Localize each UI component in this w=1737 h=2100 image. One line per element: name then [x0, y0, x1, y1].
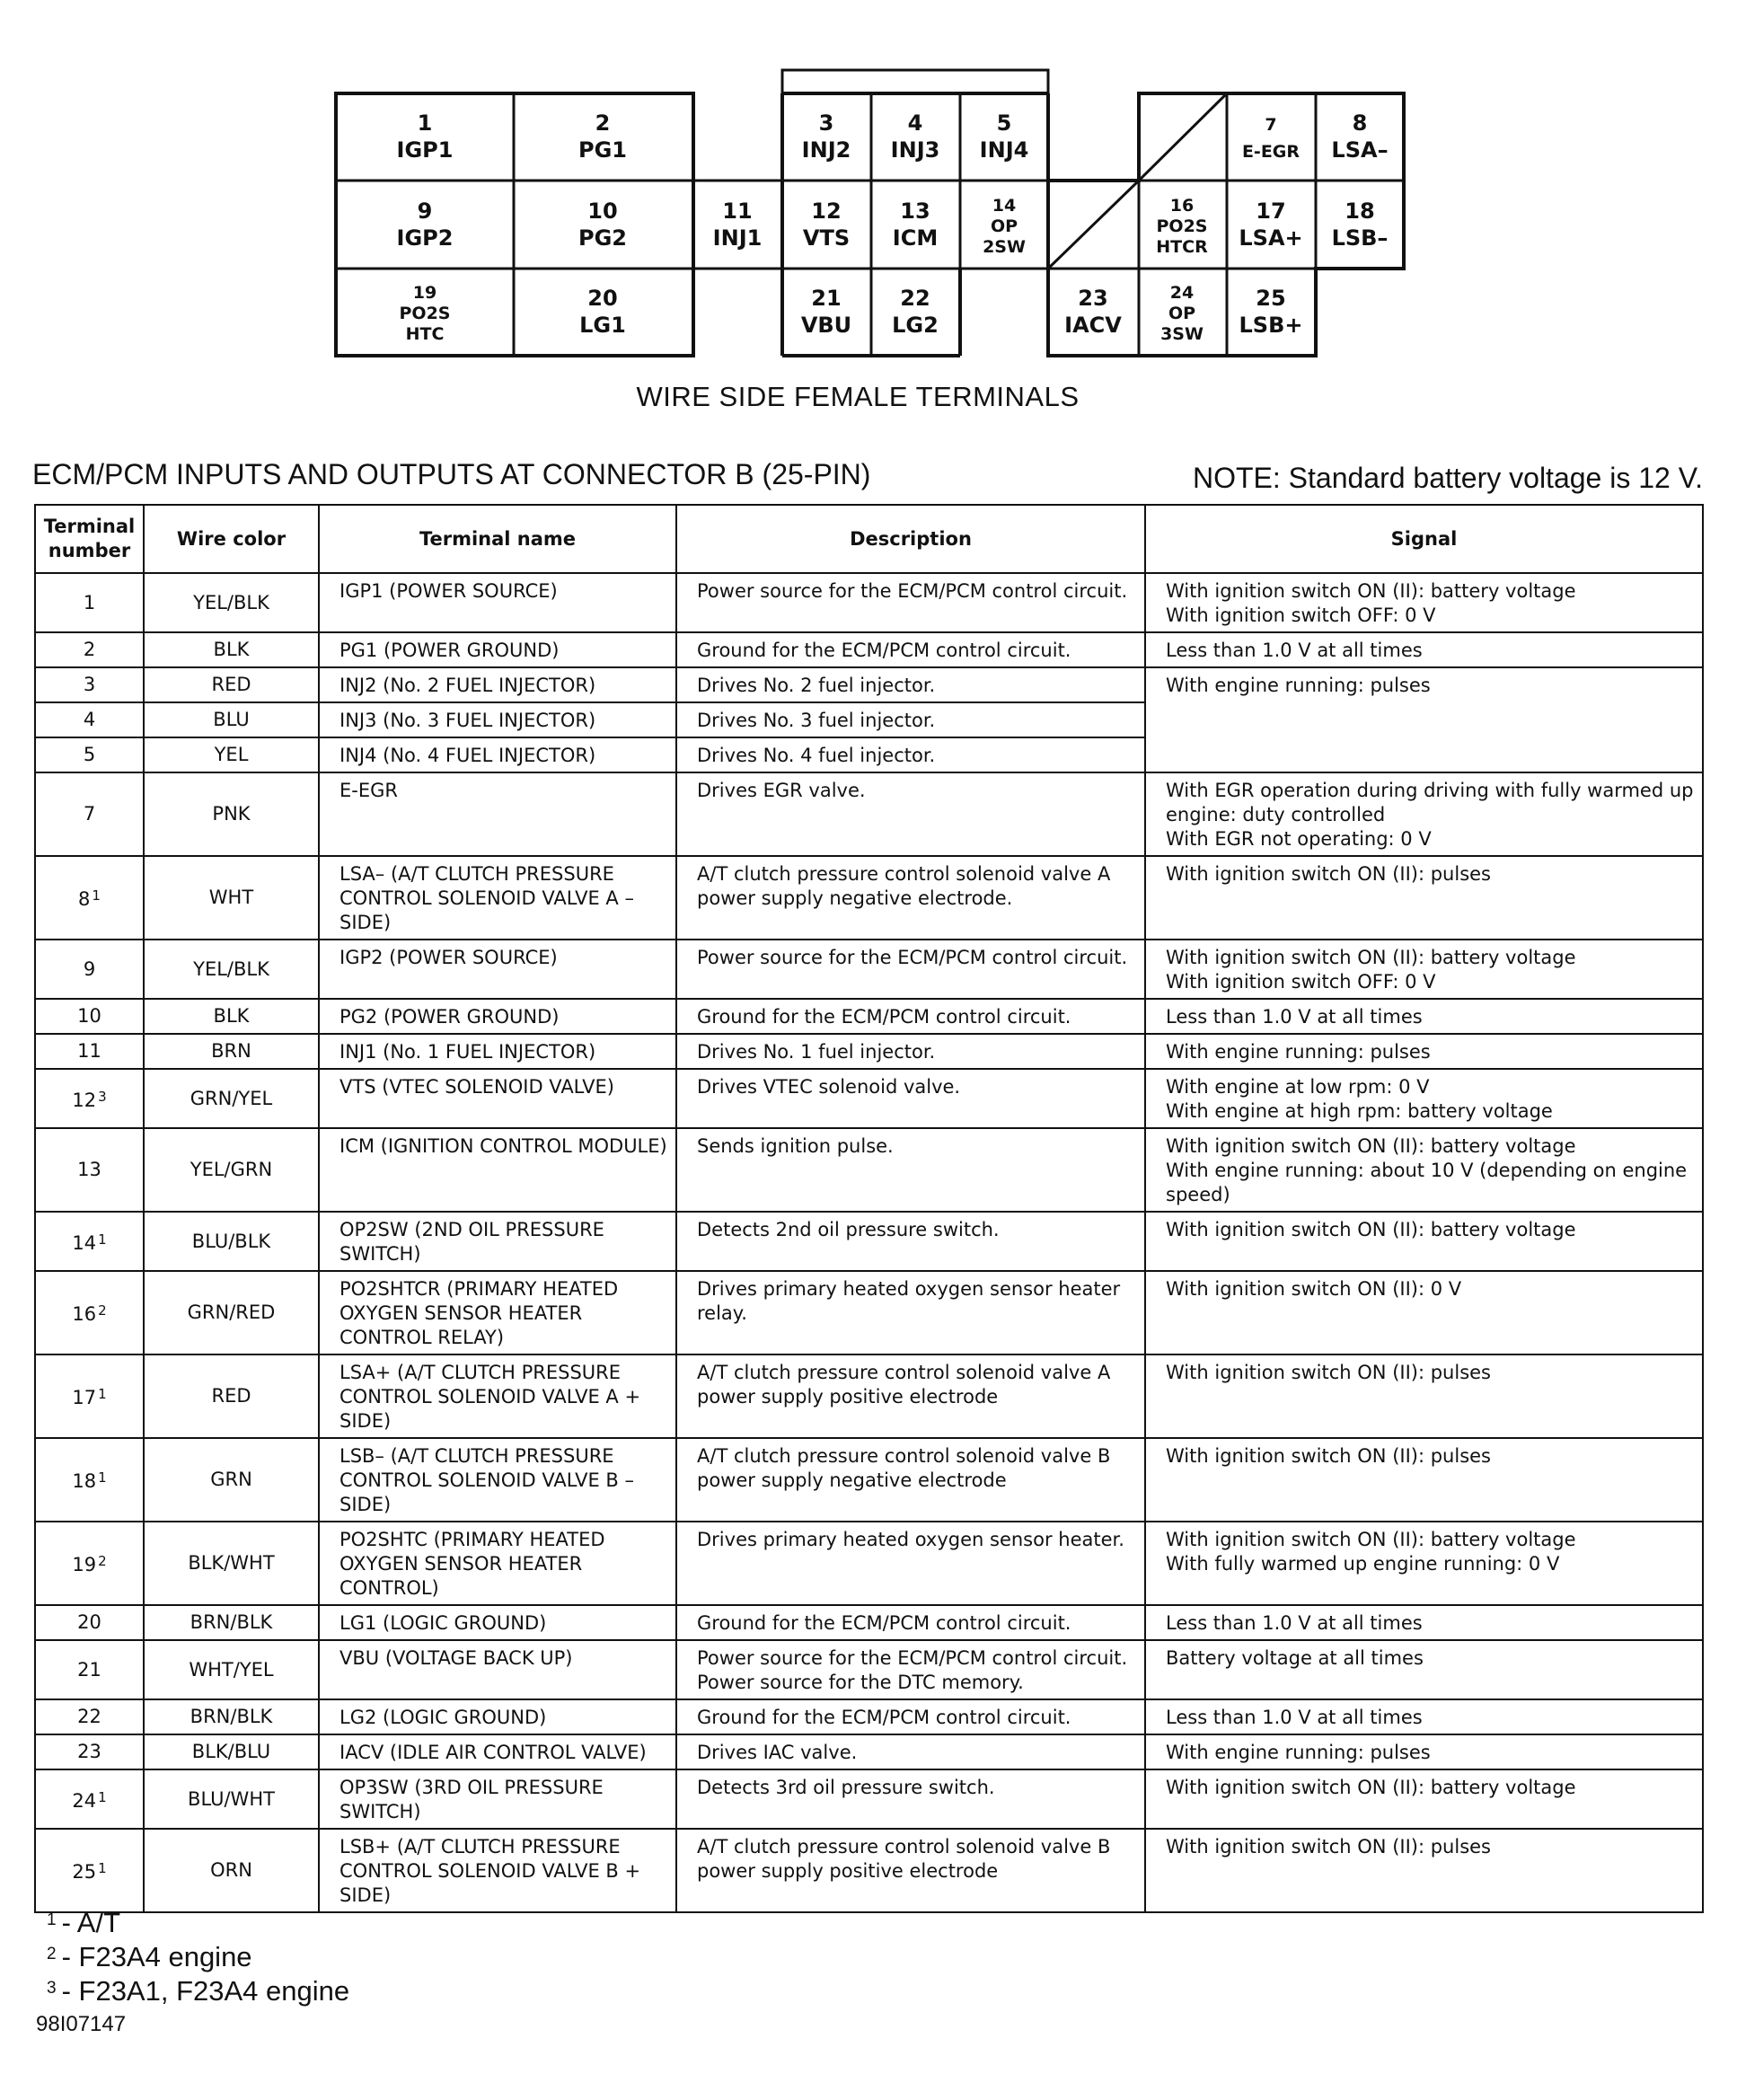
header-terminal-name: Terminal name: [319, 505, 676, 573]
terminal-name: INJ1 (No. 1 FUEL INJECTOR): [319, 1034, 676, 1069]
terminal-number: 14 $^1$: [35, 1212, 144, 1271]
table-row: [35, 940, 1703, 999]
pin-22: [892, 286, 939, 338]
signal: With ignition switch ON (II): battery voltage With ignition switch OFF: 0 V: [1145, 573, 1703, 632]
table-row: [35, 573, 1703, 632]
wire-color: BRN/BLK: [144, 1699, 319, 1734]
pin-label: LG1: [579, 313, 626, 338]
table-row: [35, 1212, 1703, 1271]
pin-number: 8: [1352, 110, 1368, 136]
terminal-number: 24 $^1$: [35, 1769, 144, 1829]
pin-11: [713, 199, 763, 251]
pin-label: HTC: [405, 324, 445, 344]
footnote-ref: 1: [98, 1386, 107, 1402]
terminal-name: PO2SHTCR (PRIMARY HEATED OXYGEN SENSOR HEATER CONTROL RELAY): [319, 1271, 676, 1354]
pin-number: 2: [595, 110, 611, 136]
table-row: [35, 1640, 1703, 1699]
footnote: [47, 1972, 349, 2007]
wire-color: BLU/WHT: [144, 1769, 319, 1829]
signal: With ignition switch ON (II): pulses: [1145, 1354, 1703, 1438]
pin-number: 25: [1256, 286, 1286, 311]
footnote: [47, 1938, 349, 1972]
description: A/T clutch pressure control solenoid valve A power supply positive electrode: [676, 1354, 1145, 1438]
wire-color: BLK/WHT: [144, 1522, 319, 1605]
terminal-number: 8 $^1$: [35, 856, 144, 940]
footnote-ref: 2: [98, 1553, 107, 1569]
signal: With ignition switch ON (II): pulses: [1145, 856, 1703, 940]
pin-9: [397, 199, 454, 251]
terminal-number: 17 $^1$: [35, 1354, 144, 1438]
pin-number: 11: [722, 199, 753, 224]
pin-label: PG1: [578, 137, 627, 163]
wire-color: RED: [144, 667, 319, 702]
terminal-name: IACV (IDLE AIR CONTROL VALVE): [319, 1734, 676, 1769]
table-row: [35, 1438, 1703, 1522]
signal: With ignition switch ON (II): battery voltage: [1145, 1212, 1703, 1271]
pin-20: [579, 286, 626, 338]
pin-1: [397, 110, 454, 163]
pin-label: LSA+: [1239, 225, 1303, 251]
pin-10: [578, 199, 627, 251]
terminal-number: 22: [35, 1699, 144, 1734]
terminal-number: 19 $^2$: [35, 1522, 144, 1605]
footnote-text: - F23A4 engine: [61, 1941, 252, 1972]
terminal-number: 13: [35, 1128, 144, 1212]
terminal-name: LG2 (LOGIC GROUND): [319, 1699, 676, 1734]
pin-label: LSA–: [1331, 137, 1389, 163]
table-row: [35, 1271, 1703, 1354]
description: Drives No. 4 fuel injector.: [676, 737, 1145, 772]
terminal-number: 23: [35, 1734, 144, 1769]
terminal-name: LSB+ (A/T CLUTCH PRESSURE CONTROL SOLENOID VALVE B + SIDE): [319, 1829, 676, 1912]
table-row: [35, 999, 1703, 1034]
terminal-name: PG2 (POWER GROUND): [319, 999, 676, 1034]
terminal-number: 9: [35, 940, 144, 999]
description: Ground for the ECM/PCM control circuit.: [676, 999, 1145, 1034]
terminal-name: VTS (VTEC SOLENOID VALVE): [319, 1069, 676, 1128]
pin-4: [891, 110, 940, 163]
table-heading: ECM/PCM INPUTS AND OUTPUTS AT CONNECTOR B (25-PIN): [32, 458, 871, 490]
pin-number: 7: [1265, 115, 1277, 135]
footnotes: [47, 1904, 349, 2007]
table-row: [35, 1605, 1703, 1640]
pin-number: 23: [1078, 286, 1108, 311]
pin-number: 5: [996, 110, 1012, 136]
table-row: [35, 1069, 1703, 1128]
pin-number: 19: [412, 283, 437, 303]
pin-19: [400, 283, 451, 344]
description: A/T clutch pressure control solenoid valve B power supply positive electrode: [676, 1829, 1145, 1912]
pin-number: 24: [1169, 283, 1195, 303]
terminal-name: IGP2 (POWER SOURCE): [319, 940, 676, 999]
description: Detects 2nd oil pressure switch.: [676, 1212, 1145, 1271]
pin-label: LG2: [892, 313, 939, 338]
terminal-number: 11: [35, 1034, 144, 1069]
pin-12: [803, 199, 850, 251]
pin-label: IGP1: [396, 137, 454, 163]
description: Power source for the ECM/PCM control circuit. Power source for the DTC memory.: [676, 1640, 1145, 1699]
pin-number: 12: [811, 199, 842, 224]
wire-color: BLU/BLK: [144, 1212, 319, 1271]
pin-3: [802, 110, 851, 163]
wire-color: RED: [144, 1354, 319, 1438]
description: Ground for the ECM/PCM control circuit.: [676, 1605, 1145, 1640]
terminal-number: 4: [35, 702, 144, 737]
signal: Less than 1.0 V at all times: [1145, 632, 1703, 667]
pin-number: 13: [900, 199, 930, 224]
pin-label: IGP2: [396, 225, 454, 251]
header-terminal-number: Terminal number: [35, 505, 144, 573]
table-row: [35, 1699, 1703, 1734]
terminal-name: PO2SHTC (PRIMARY HEATED OXYGEN SENSOR HEATER CONTROL): [319, 1522, 676, 1605]
pin-number: 20: [587, 286, 618, 311]
wire-color: WHT/YEL: [144, 1640, 319, 1699]
terminal-table: [34, 504, 1704, 1913]
wire-color: WHT: [144, 856, 319, 940]
signal: With ignition switch ON (II): battery voltage With ignition switch OFF: 0 V: [1145, 940, 1703, 999]
connector-diagram: [0, 0, 1737, 377]
pin-label: OP: [990, 216, 1018, 236]
footnote-ref: 1: [98, 1469, 107, 1486]
footnote-text: - A/T: [61, 1907, 121, 1938]
description: Power source for the ECM/PCM control circuit.: [676, 940, 1145, 999]
table-row: [35, 1128, 1703, 1212]
signal: Less than 1.0 V at all times: [1145, 999, 1703, 1034]
pin-label: VBU: [800, 313, 852, 338]
pin-label: OP: [1168, 304, 1196, 323]
description: Sends ignition pulse.: [676, 1128, 1145, 1212]
description: Drives No. 2 fuel injector.: [676, 667, 1145, 702]
pin-number: 22: [900, 286, 930, 311]
voltage-note: NOTE: Standard battery voltage is 12 V.: [1192, 462, 1703, 494]
signal: With ignition switch ON (II): battery voltage: [1145, 1769, 1703, 1829]
pin-number: 4: [907, 110, 923, 136]
wire-color: YEL/GRN: [144, 1128, 319, 1212]
terminal-number: 12 $^3$: [35, 1069, 144, 1128]
pin-label: E-EGR: [1241, 142, 1301, 162]
pin-14: [983, 196, 1026, 257]
pin-label: PO2S: [1156, 216, 1208, 236]
signal: With ignition switch ON (II): battery voltage With fully warmed up engine running: 0 V: [1145, 1522, 1703, 1605]
pin-25: [1239, 286, 1303, 338]
description: Drives VTEC solenoid valve.: [676, 1069, 1145, 1128]
footnote-mark: 3: [47, 1979, 57, 1998]
table-row: [35, 1829, 1703, 1912]
signal: With ignition switch ON (II): pulses: [1145, 1829, 1703, 1912]
terminal-name: INJ3 (No. 3 FUEL INJECTOR): [319, 702, 676, 737]
terminal-number: 10: [35, 999, 144, 1034]
pin-label: 2SW: [983, 237, 1026, 257]
wire-color: YEL/BLK: [144, 940, 319, 999]
pin-number: 17: [1256, 199, 1286, 224]
wire-color: BLK: [144, 632, 319, 667]
footnote-ref: 1: [98, 1860, 107, 1876]
wire-color: YEL/BLK: [144, 573, 319, 632]
table-header-row: [35, 505, 1703, 573]
description: Drives primary heated oxygen sensor heater.: [676, 1522, 1145, 1605]
table-row: [35, 1034, 1703, 1069]
pin-label: ICM: [892, 225, 939, 251]
pin-label: LSB–: [1331, 225, 1389, 251]
pin-number: 1: [417, 110, 433, 136]
terminal-name: LSB– (A/T CLUTCH PRESSURE CONTROL SOLENOID VALVE B – SIDE): [319, 1438, 676, 1522]
terminal-name: INJ4 (No. 4 FUEL INJECTOR): [319, 737, 676, 772]
terminal-number: 7: [35, 772, 144, 856]
signal: With engine running: pulses: [1145, 1734, 1703, 1769]
description: A/T clutch pressure control solenoid valve A power supply negative electrode.: [676, 856, 1145, 940]
terminal-name: LG1 (LOGIC GROUND): [319, 1605, 676, 1640]
pin-16: [1156, 196, 1208, 257]
description: Drives No. 3 fuel injector.: [676, 702, 1145, 737]
pin-label: INJ3: [890, 137, 940, 163]
wire-color: GRN: [144, 1438, 319, 1522]
footnote: [47, 1904, 349, 1938]
pin-number: 21: [811, 286, 842, 311]
pin-label: PO2S: [399, 304, 451, 323]
header-signal: Signal: [1145, 505, 1703, 573]
description: A/T clutch pressure control solenoid valve B power supply negative electrode: [676, 1438, 1145, 1522]
signal: With ignition switch ON (II): pulses: [1145, 1438, 1703, 1522]
signal: Battery voltage at all times: [1145, 1640, 1703, 1699]
description: Detects 3rd oil pressure switch.: [676, 1769, 1145, 1829]
pin-number: 14: [992, 196, 1017, 216]
wire-color: BLK/BLU: [144, 1734, 319, 1769]
terminal-name: VBU (VOLTAGE BACK UP): [319, 1640, 676, 1699]
table-row: [35, 856, 1703, 940]
pin-17: [1239, 199, 1302, 251]
wire-color: BLU: [144, 702, 319, 737]
pin-label: PG2: [578, 225, 627, 251]
pin-8: [1331, 110, 1388, 163]
pin-number: 16: [1169, 196, 1195, 216]
terminal-name: LSA+ (A/T CLUTCH PRESSURE CONTROL SOLENOID VALVE A + SIDE): [319, 1354, 676, 1438]
footnote-mark: 2: [47, 1945, 57, 1963]
pin-label: 3SW: [1160, 324, 1204, 344]
wire-color: PNK: [144, 772, 319, 856]
description: Ground for the ECM/PCM control circuit.: [676, 1699, 1145, 1734]
pin-23: [1064, 286, 1122, 338]
description: Drives EGR valve.: [676, 772, 1145, 856]
description: Ground for the ECM/PCM control circuit.: [676, 632, 1145, 667]
pin-number: 3: [818, 110, 834, 136]
pin-2: [578, 110, 627, 163]
pin-label: INJ4: [979, 137, 1029, 163]
header-description: Description: [676, 505, 1145, 573]
pin-24: [1160, 283, 1204, 344]
terminal-number: 25 $^1$: [35, 1829, 144, 1912]
terminal-name: PG1 (POWER GROUND): [319, 632, 676, 667]
wire-color: BRN: [144, 1034, 319, 1069]
footnote-text: - F23A1, F23A4 engine: [61, 1975, 350, 2007]
terminal-name: E-EGR: [319, 772, 676, 856]
footnote-ref: 3: [98, 1088, 107, 1105]
pin-number: 9: [417, 199, 433, 224]
table-row: [35, 1522, 1703, 1605]
header-wire-color: Wire color: [144, 505, 319, 573]
pin-number: 10: [587, 199, 618, 224]
description: Drives No. 1 fuel injector.: [676, 1034, 1145, 1069]
signal: Less than 1.0 V at all times: [1145, 1605, 1703, 1640]
pin-5: [980, 110, 1029, 163]
wire-color: GRN/RED: [144, 1271, 319, 1354]
terminal-number: 16 $^2$: [35, 1271, 144, 1354]
signal: With EGR operation during driving with fully warmed up engine: duty controlled With EGR not operating: 0 V: [1145, 772, 1703, 856]
footnote-ref: 2: [98, 1302, 107, 1319]
pin-13: [893, 199, 938, 251]
footnote-ref: 1: [98, 1788, 107, 1805]
footnote-ref: 1: [98, 1231, 107, 1248]
terminal-number: 18 $^1$: [35, 1438, 144, 1522]
table-row: [35, 1734, 1703, 1769]
wire-color: YEL: [144, 737, 319, 772]
terminal-name: INJ2 (No. 2 FUEL INJECTOR): [319, 667, 676, 702]
table-row: [35, 772, 1703, 856]
description: Drives IAC valve.: [676, 1734, 1145, 1769]
pin-label: VTS: [802, 225, 851, 251]
footnote-ref: 1: [92, 887, 101, 904]
wire-color: BLK: [144, 999, 319, 1034]
terminal-number: 20: [35, 1605, 144, 1640]
connector-caption: WIRE SIDE FEMALE TERMINALS: [636, 381, 1080, 412]
description: Power source for the ECM/PCM control circuit.: [676, 573, 1145, 632]
pin-label: INJ1: [712, 225, 763, 251]
pin-label: INJ2: [801, 137, 851, 163]
table-row: [35, 1354, 1703, 1438]
terminal-name: OP3SW (3RD OIL PRESSURE SWITCH): [319, 1769, 676, 1829]
table-row: [35, 667, 1703, 702]
terminal-number: 2: [35, 632, 144, 667]
terminal-name: ICM (IGNITION CONTROL MODULE): [319, 1128, 676, 1212]
table-row: [35, 632, 1703, 667]
signal: Less than 1.0 V at all times: [1145, 1699, 1703, 1734]
pin-label: IACV: [1064, 313, 1122, 338]
pin-7: [1242, 115, 1300, 162]
footnote-mark: 1: [47, 1910, 57, 1929]
description: Drives primary heated oxygen sensor heater relay.: [676, 1271, 1145, 1354]
pin-number: 18: [1345, 199, 1375, 224]
signal: With engine at low rpm: 0 V With engine at high rpm: battery voltage: [1145, 1069, 1703, 1128]
pin-label: HTCR: [1156, 237, 1208, 257]
terminal-name: OP2SW (2ND OIL PRESSURE SWITCH): [319, 1212, 676, 1271]
wire-color: BRN/BLK: [144, 1605, 319, 1640]
figure-code: 98I07147: [36, 2012, 127, 2036]
terminal-name: IGP1 (POWER SOURCE): [319, 573, 676, 632]
wire-color: GRN/YEL: [144, 1069, 319, 1128]
wire-color: ORN: [144, 1829, 319, 1912]
signal: With ignition switch ON (II): battery voltage With engine running: about 10 V (depending on engine speed): [1145, 1128, 1703, 1212]
table-row: [35, 1769, 1703, 1829]
pin-21: [801, 286, 851, 338]
terminal-number: 1: [35, 573, 144, 632]
signal: With engine running: pulses: [1145, 1034, 1703, 1069]
signal: With ignition switch ON (II): 0 V: [1145, 1271, 1703, 1354]
pin-18: [1332, 199, 1389, 251]
terminal-number: 3: [35, 667, 144, 702]
pin-label: LSB+: [1239, 313, 1303, 338]
terminal-number: 21: [35, 1640, 144, 1699]
terminal-number: 5: [35, 737, 144, 772]
terminal-name: LSA– (A/T CLUTCH PRESSURE CONTROL SOLENOID VALVE A – SIDE): [319, 856, 676, 940]
signal: With engine running: pulses: [1145, 667, 1703, 772]
